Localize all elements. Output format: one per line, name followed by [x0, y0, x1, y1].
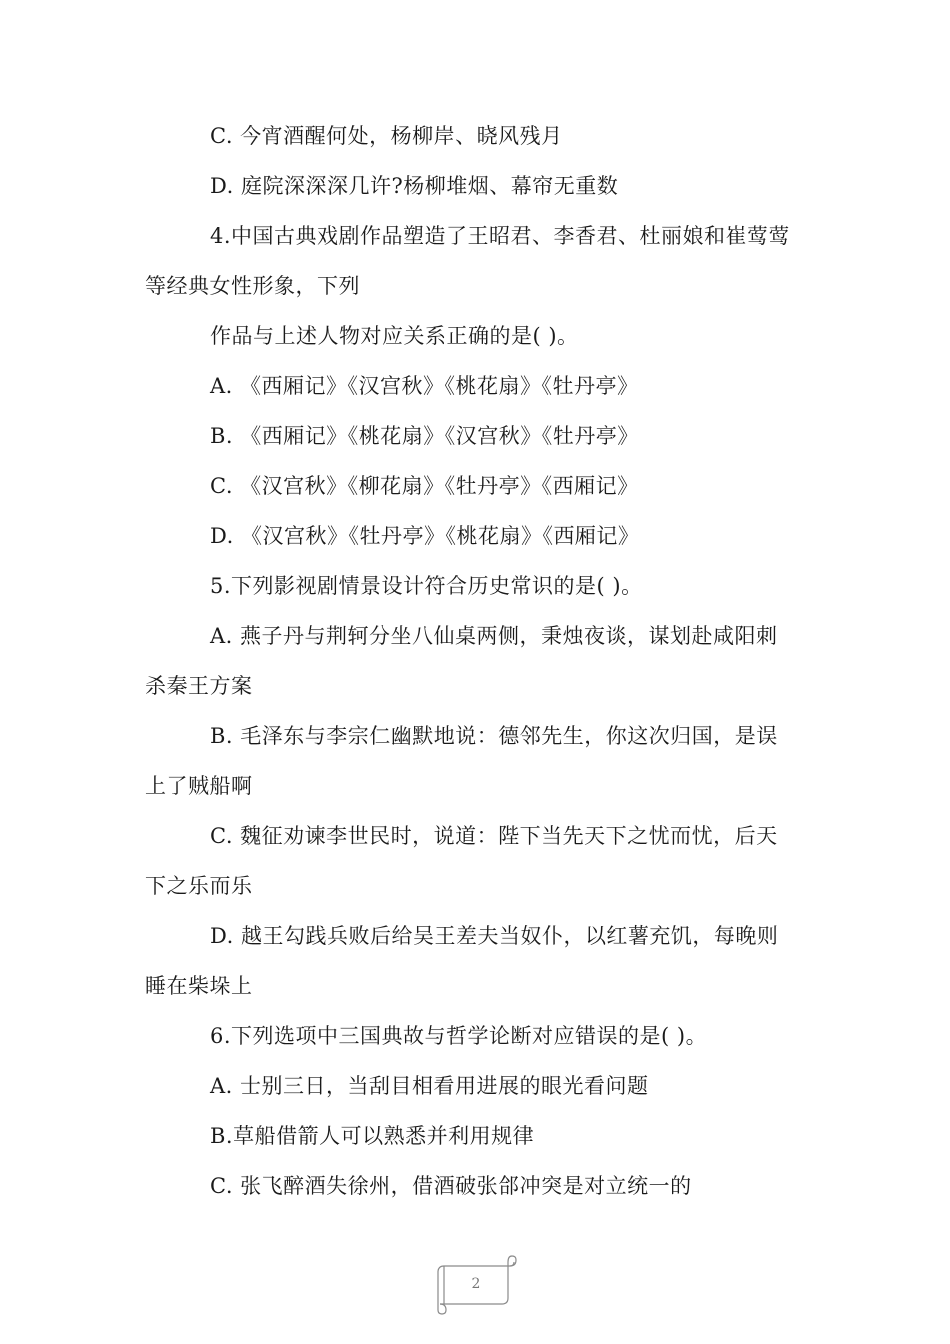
- option-b-q5-line-1: B. 毛泽东与李宗仁幽默地说：德邻先生，你这次归国，是误: [210, 724, 778, 748]
- option-c-q3: C. 今宵酒醒何处，杨柳岸、晓风残月: [210, 124, 563, 148]
- option-b-q5-line-2: 上了贼船啊: [145, 774, 253, 798]
- option-d-q5-line-1: D. 越王勾践兵败后给吴王差夫当奴仆，以红薯充饥，每晚则: [210, 924, 779, 948]
- option-d-q5-line-2: 睡在柴垛上: [145, 974, 253, 998]
- option-b-q6: B.草船借箭人可以熟悉并利用规律: [210, 1124, 535, 1148]
- option-b-q4: B. 《西厢记》《桃花扇》《汉宫秋》《牡丹亭》: [210, 424, 639, 448]
- question-4-line-3: 作品与上述人物对应关系正确的是( )。: [210, 324, 579, 348]
- page-number: 2: [471, 1276, 481, 1292]
- option-a-q5-line-2: 杀秦王方案: [145, 674, 253, 698]
- option-a-q5-line-1: A. 燕子丹与荆轲分坐八仙桌两侧，秉烛夜谈，谋划赴咸阳刺: [210, 624, 778, 648]
- page-footer-scroll: [430, 1254, 522, 1316]
- option-d-q4: D. 《汉宫秋》《牡丹亭》《桃花扇》《西厢记》: [210, 524, 640, 548]
- option-c-q5-line-2: 下之乐而乐: [145, 874, 253, 898]
- option-a-q4: A. 《西厢记》《汉宫秋》《桃花扇》《牡丹亭》: [210, 374, 639, 398]
- option-c-q4: C. 《汉宫秋》《柳花扇》《牡丹亭》《西厢记》: [210, 474, 639, 498]
- option-c-q5-line-1: C. 魏征劝谏李世民时，说道：陛下当先天下之忧而忧，后天: [210, 824, 778, 848]
- question-6: 6.下列选项中三国典故与哲学论断对应错误的是( )。: [210, 1024, 708, 1048]
- question-4-line-2: 等经典女性形象，下列: [145, 274, 360, 298]
- option-c-q6: C. 张飞醉酒失徐州，借酒破张郃冲突是对立统一的: [210, 1174, 692, 1198]
- question-4-line-1: 4.中国古典戏剧作品塑造了王昭君、李香君、杜丽娘和崔莺莺: [210, 224, 791, 248]
- option-d-q3: D. 庭院深深深几许?杨柳堆烟、幕帘无重数: [210, 174, 619, 198]
- question-5: 5.下列影视剧情景设计符合历史常识的是( )。: [210, 574, 643, 598]
- option-a-q6: A. 士别三日，当刮目相看用进展的眼光看问题: [210, 1074, 649, 1098]
